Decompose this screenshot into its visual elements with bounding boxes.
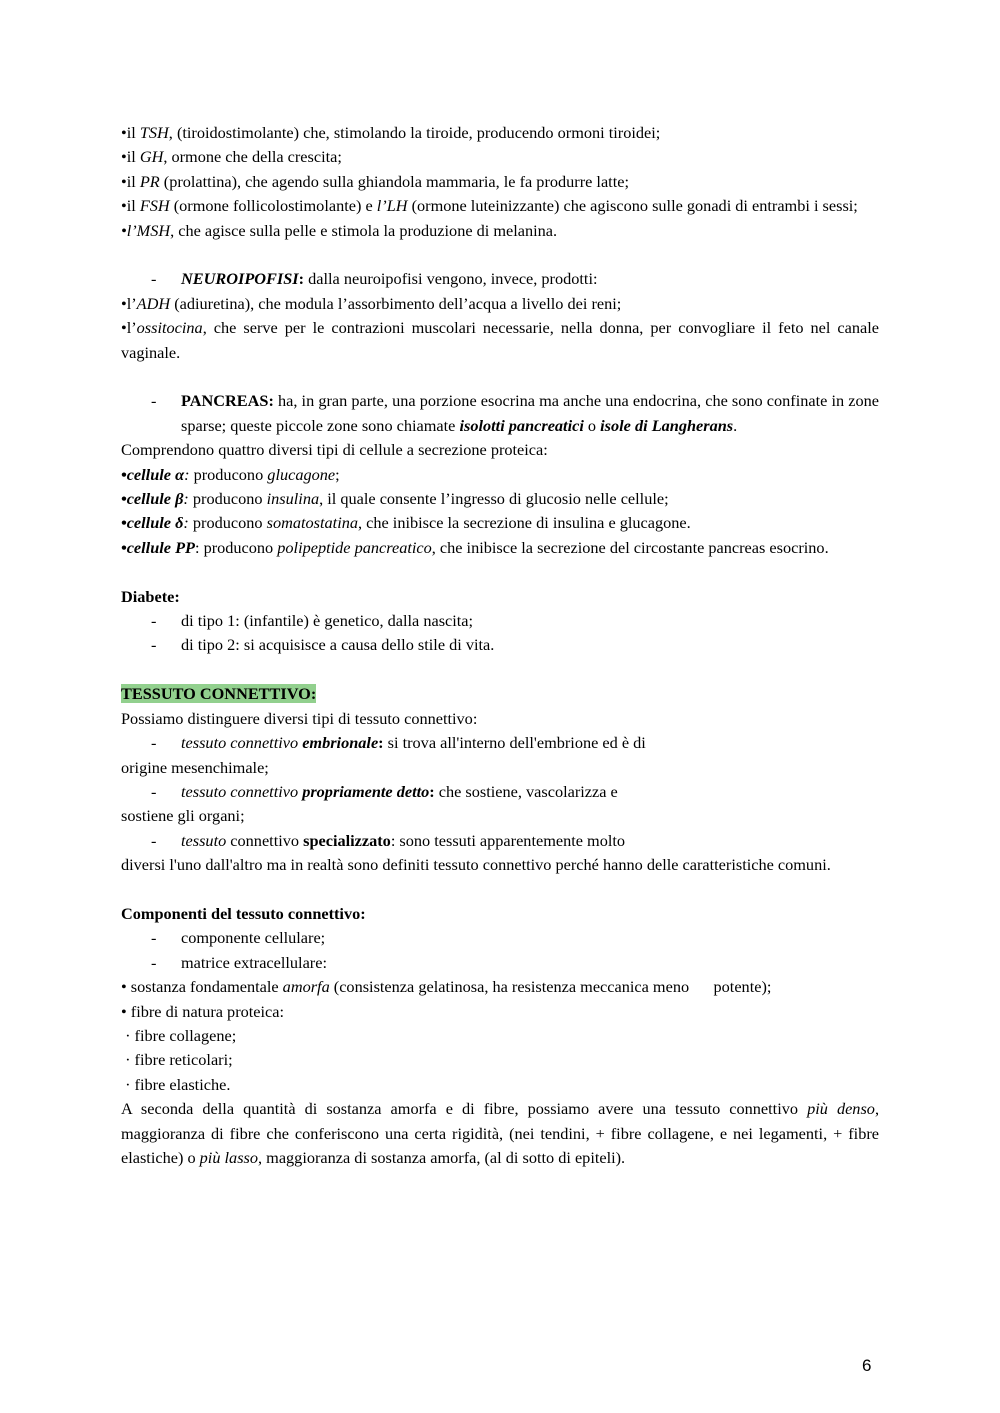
hormone-name: PR	[139, 171, 160, 191]
key-term: isolotti pancreatici	[459, 415, 584, 435]
connettivo-type	[121, 829, 879, 853]
dash-marker: -	[151, 611, 157, 631]
hormone-name: FSH	[139, 196, 170, 216]
hormone-desc: (ormone luteinizzante) che agiscono sulle gonadi di entrambi i sessi;	[407, 196, 858, 216]
fibre-item: · fibre reticolari;	[121, 1050, 233, 1070]
hormone-name: TSH	[139, 123, 169, 142]
hormone-name: GH	[139, 147, 164, 167]
item-text: ;	[335, 464, 340, 484]
item-text: connettivo	[226, 830, 304, 850]
connettivo-intro: Possiamo distinguere diversi tipi di tessuto connettivo:	[121, 708, 478, 728]
componente-item	[121, 926, 879, 950]
document-page	[121, 121, 879, 1170]
hormone-ossitocina	[121, 316, 879, 365]
cell-beta	[121, 487, 879, 511]
fibre-item: · fibre collagene;	[121, 1025, 237, 1045]
hormone-msh	[121, 219, 879, 243]
item-text: o	[583, 415, 601, 435]
pancreas-item	[121, 389, 879, 438]
key-term: propriamente detto	[302, 781, 430, 801]
key-term: isole di Langherans	[600, 415, 734, 435]
item-text: A seconda della quantità di sostanza amorfa e di fibre, possiamo avere una tessuto connettivo	[121, 1099, 808, 1119]
colon: :	[184, 464, 190, 484]
item-text: , maggioranza di sostanza amorfa, (al di sotto di epiteli).	[258, 1147, 626, 1167]
item-text: dalla neuroipofisi vengono, invece, prodotti:	[304, 269, 598, 289]
diabete-item	[121, 633, 879, 657]
item-text: • sostanza fondamentale	[121, 977, 283, 997]
page-number: 6	[862, 1356, 872, 1375]
item-text: , maggioranza di fibre che conferiscono una certa rigidità, (nei tendini, + fibre collagene, e nei legamenti, + fibre elastiche) o	[121, 1099, 880, 1167]
item-text: , che inibisce la secrezione del circostante pancreas esocrino.	[431, 537, 829, 557]
key-term: amorfa	[282, 977, 330, 997]
item-text: producono	[188, 513, 267, 533]
dash-marker: -	[151, 830, 157, 850]
item-text: tessuto connettivo	[181, 733, 303, 753]
colon: :	[298, 269, 305, 289]
hormone-name: l’LH	[376, 196, 408, 216]
hormone-desc: , ormone che della crescita;	[163, 147, 342, 167]
cell-product: somatostatina	[266, 513, 358, 533]
cell-label: •cellule δ	[121, 513, 184, 533]
hormone-desc: (ormone follicolostimolante) e	[169, 196, 377, 216]
dash-marker: -	[151, 391, 157, 411]
fibre-item: · fibre elastiche.	[121, 1074, 231, 1094]
item-text: di tipo 1: (infantile) è genetico, dalla nascita;	[181, 611, 474, 631]
item-text: : sono tessuti apparentemente molto	[390, 830, 626, 850]
key-term: più lasso	[199, 1147, 259, 1167]
item-text: (consistenza gelatinosa, ha resistenza meccanica meno potente);	[329, 977, 772, 997]
diabete-heading: Diabete:	[121, 586, 180, 606]
colon: :	[183, 489, 189, 509]
section-term: PANCREAS:	[181, 391, 274, 411]
bullet-text: •il	[121, 171, 140, 191]
cell-label: •cellule PP	[121, 537, 195, 557]
hormone-gh	[121, 145, 879, 169]
hormone-desc: (prolattina), che agendo sulla ghiandola mammaria, le fa produrre latte;	[159, 171, 629, 191]
hormone-pr	[121, 170, 879, 194]
colon: :	[429, 781, 435, 801]
cell-product: insulina	[266, 489, 320, 509]
cell-delta	[121, 511, 879, 535]
componenti-heading: Componenti del tessuto connettivo:	[121, 903, 366, 923]
dash-marker: -	[151, 733, 157, 753]
continuation-text: origine mesenchimale;	[121, 757, 269, 777]
hormone-desc: (adiuretina), che modula l’assorbimento dell’acqua a livello dei reni;	[170, 293, 622, 313]
hormone-name: ADH	[136, 293, 171, 313]
item-text: ha, in gran parte, una porzione esocrina ma anche una endocrina, che sono confinate in zone sparse; queste piccole zone sono chiamate	[181, 391, 879, 435]
key-term: specializzato	[303, 830, 391, 850]
item-text: di tipo 2: si acquisisce a causa dello stile di vita.	[181, 635, 495, 655]
hormone-name: •l’MSH	[121, 220, 171, 240]
continuation-text: diversi l'uno dall'altro ma in realtà sono definiti tessuto connettivo perché hanno delle caratteristiche comuni.	[121, 855, 831, 875]
cell-label: •cellule α	[121, 464, 185, 484]
key-term: più denso	[807, 1099, 875, 1119]
bullet-text: •il	[121, 123, 140, 142]
cell-label: •cellule β	[121, 489, 184, 509]
neuroipofisi-item	[121, 267, 879, 291]
dash-marker: -	[151, 635, 157, 655]
hormone-tsh	[121, 121, 879, 145]
bullet-text: •il	[121, 147, 140, 167]
continuation-text: sostiene gli organi;	[121, 806, 245, 826]
hormone-fsh-lh	[121, 194, 879, 218]
componenti-paragraph	[121, 1097, 879, 1170]
hormone-desc: , che serve per le contrazioni muscolari necessarie, nella donna, per convogliare il feto nel canale vaginale.	[121, 318, 879, 362]
cell-product: polipeptide pancreatico	[277, 537, 432, 557]
colon: :	[378, 733, 384, 753]
cell-alpha	[121, 463, 879, 487]
highlighted-section-title: TESSUTO CONNETTIVO:	[121, 684, 317, 704]
dash-marker: -	[151, 928, 157, 948]
hormone-desc: , (tiroidostimolante) che, stimolando la tiroide, producendo ormoni tiroidei;	[168, 123, 661, 142]
item-text: componente cellulare;	[181, 928, 326, 948]
item-text: matrice extracellulare:	[181, 952, 327, 972]
pancreas-intro: Comprendono quattro diversi tipi di cellule a secrezione proteica:	[121, 440, 548, 460]
hormone-adh	[121, 292, 879, 316]
cell-pp	[121, 536, 879, 560]
bullet-text: •l’	[121, 318, 137, 338]
section-term: NEUROIPOFISI	[181, 269, 299, 289]
cell-product: glucagone	[267, 464, 336, 484]
item-text: , che inibisce la secrezione di insulina e glucagone.	[358, 513, 691, 533]
hormone-name: ossitocina	[136, 318, 203, 338]
dash-marker: -	[151, 952, 157, 972]
sostanza-line	[121, 975, 879, 999]
item-text: che sostiene, vascolarizza e	[434, 781, 618, 801]
item-text: , il quale consente l’ingresso di glucosio nelle cellule;	[319, 489, 669, 509]
connettivo-type	[121, 731, 879, 755]
dash-marker: -	[151, 781, 157, 801]
dash-marker: -	[151, 269, 157, 289]
item-text: : producono	[194, 537, 278, 557]
connettivo-type	[121, 780, 879, 804]
item-text: .	[733, 415, 738, 435]
componente-item	[121, 951, 879, 975]
bullet-text: •l’	[121, 293, 137, 313]
key-term: embrionale	[302, 733, 379, 753]
item-text: producono	[188, 489, 267, 509]
item-text: tessuto	[181, 830, 227, 850]
colon: :	[183, 513, 189, 533]
fibre-line: • fibre di natura proteica:	[121, 1001, 285, 1021]
diabete-item	[121, 609, 879, 633]
item-text: si trova all'interno dell'embrione ed è di	[383, 733, 646, 753]
item-text: tessuto connettivo	[181, 781, 303, 801]
bullet-text: •il	[121, 196, 140, 216]
hormone-desc: , che agisce sulla pelle e stimola la produzione di melanina.	[170, 220, 558, 240]
item-text: producono	[189, 464, 268, 484]
